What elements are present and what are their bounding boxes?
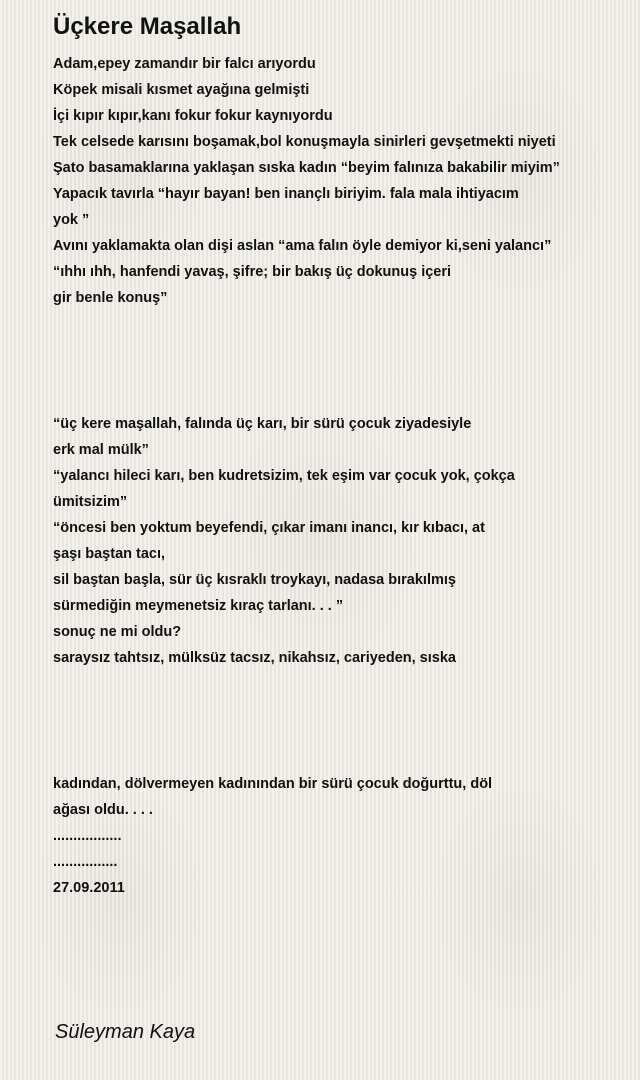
poem-stanza-3 (53, 771, 633, 901)
poem-line: sonuç ne mi oldu? (53, 624, 182, 640)
poem-date: 27.09.2011 (53, 880, 125, 896)
poem-line: ................. (53, 828, 122, 844)
poem-line: “öncesi ben yoktum beyefendi, çıkar imanı inancı, kır kıbacı, at (53, 520, 485, 536)
poem-stanza-1 (53, 51, 633, 311)
poem-line: sil baştan başla, sür üç kısraklı troykayı, nadasa bırakılmış (53, 572, 456, 588)
poem-line: Avını yaklamakta olan dişi aslan “ama falın öyle demiyor ki,seni yalancı” (53, 238, 552, 254)
poem-line: saraysız tahtsız, mülksüz tacsız, nikahsız, cariyeden, sıska (53, 650, 456, 666)
poem-line: Adam,epey zamandır bir falcı arıyordu (53, 56, 316, 72)
poem-line: ümitsizim” (53, 494, 128, 510)
poem-title: Üçkere Maşallah (53, 13, 242, 40)
poem-line: Şato basamaklarına yaklaşan sıska kadın “beyim falınıza bakabilir miyim” (53, 160, 560, 176)
poem-line: “yalancı hileci karı, ben kudretsizim, tek eşim var çocuk yok, çokça (53, 468, 515, 484)
poem-line: yok ” (53, 212, 90, 228)
poem-line: İçi kıpır kıpır,kanı fokur fokur kaynıyordu (53, 108, 333, 124)
poem-line: erk mal mülk” (53, 442, 149, 458)
poem-line: şaşı baştan tacı, (53, 546, 166, 562)
poem-stanza-2 (53, 411, 633, 671)
poem-line: “üç kere maşallah, falında üç karı, bir sürü çocuk ziyadesiyle (53, 416, 472, 432)
poem-line: Köpek misali kısmet ayağına gelmişti (53, 82, 310, 98)
poem-line: sürmediğin meymenetsiz kıraç tarlanı. . . ” (53, 598, 344, 614)
poem-line: gir benle konuş” (53, 290, 168, 306)
author-signature: Süleyman Kaya (55, 1021, 196, 1043)
poem-line: Tek celsede karısını boşamak,bol konuşmayla sinirleri gevşetmekti niyeti (53, 134, 556, 150)
poem-line: kadından, dölvermeyen kadınından bir sürü çocuk doğurttu, döl (53, 776, 493, 792)
poem-line: Yapacık tavırla “hayır bayan! ben inançlı biriyim. fala mala ihtiyacım (53, 186, 519, 202)
poem-line: ağası oldu. . . . (53, 802, 153, 818)
poem-line: “ıhhı ıhh, hanfendi yavaş, şifre; bir bakış üç dokunuş içeri (53, 264, 452, 280)
poem-line: ................ (53, 854, 118, 870)
